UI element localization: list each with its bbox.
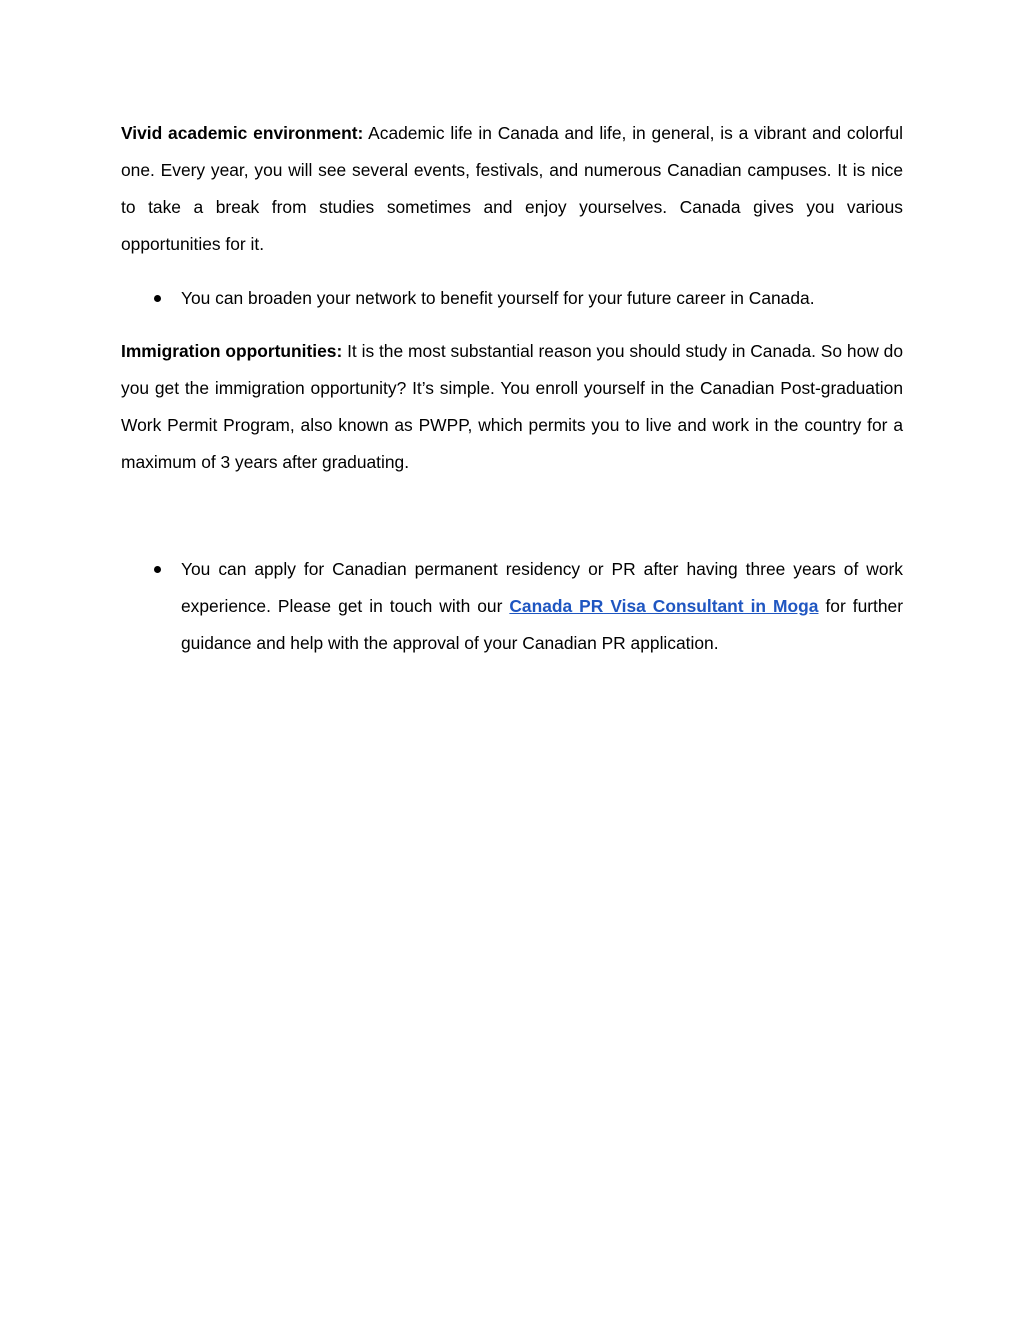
- bullet-list: [121, 280, 903, 317]
- bullet-icon: [154, 566, 161, 573]
- list-item: [121, 280, 903, 317]
- bullet-text: for further guidance and help with the approval of your Canadian PR application.: [181, 596, 903, 653]
- canada-pr-consultant-link[interactable]: Canada PR Visa Consultant in Moga: [509, 596, 819, 616]
- paragraph-academic-environment: [121, 115, 903, 263]
- bullet-icon: [154, 295, 161, 302]
- list-item: [121, 551, 903, 662]
- bullet-text: You can apply for Canadian permanent residency or PR after having three years of work experience. Please get in touch with our: [181, 559, 903, 616]
- paragraph-immigration-opportunities: [121, 333, 903, 481]
- bullet-text: You can broaden your network to benefit yourself for your future career in Canada.: [181, 288, 815, 308]
- bullet-list: [121, 551, 903, 662]
- paragraph-text: Academic life in Canada and life, in general, is a vibrant and colorful one. Every year, you will see several events, festivals, and numerous Canadian campuses. It is nice to take a break from studies sometimes and enjoy yourselves. Canada gives you various opportunities for it.: [121, 123, 903, 254]
- paragraph-heading: Immigration opportunities:: [121, 341, 343, 361]
- paragraph-text: It is the most substantial reason you should study in Canada. So how do you get the immigration opportunity? It’s simple. You enroll yourself in the Canadian Post-graduation Work Permit Program, also known as PWPP, which permits you to live and work in the country for a maximum of 3 years after graduating.: [121, 341, 903, 472]
- paragraph-heading: Vivid academic environment:: [121, 123, 364, 143]
- document-body: [121, 115, 903, 662]
